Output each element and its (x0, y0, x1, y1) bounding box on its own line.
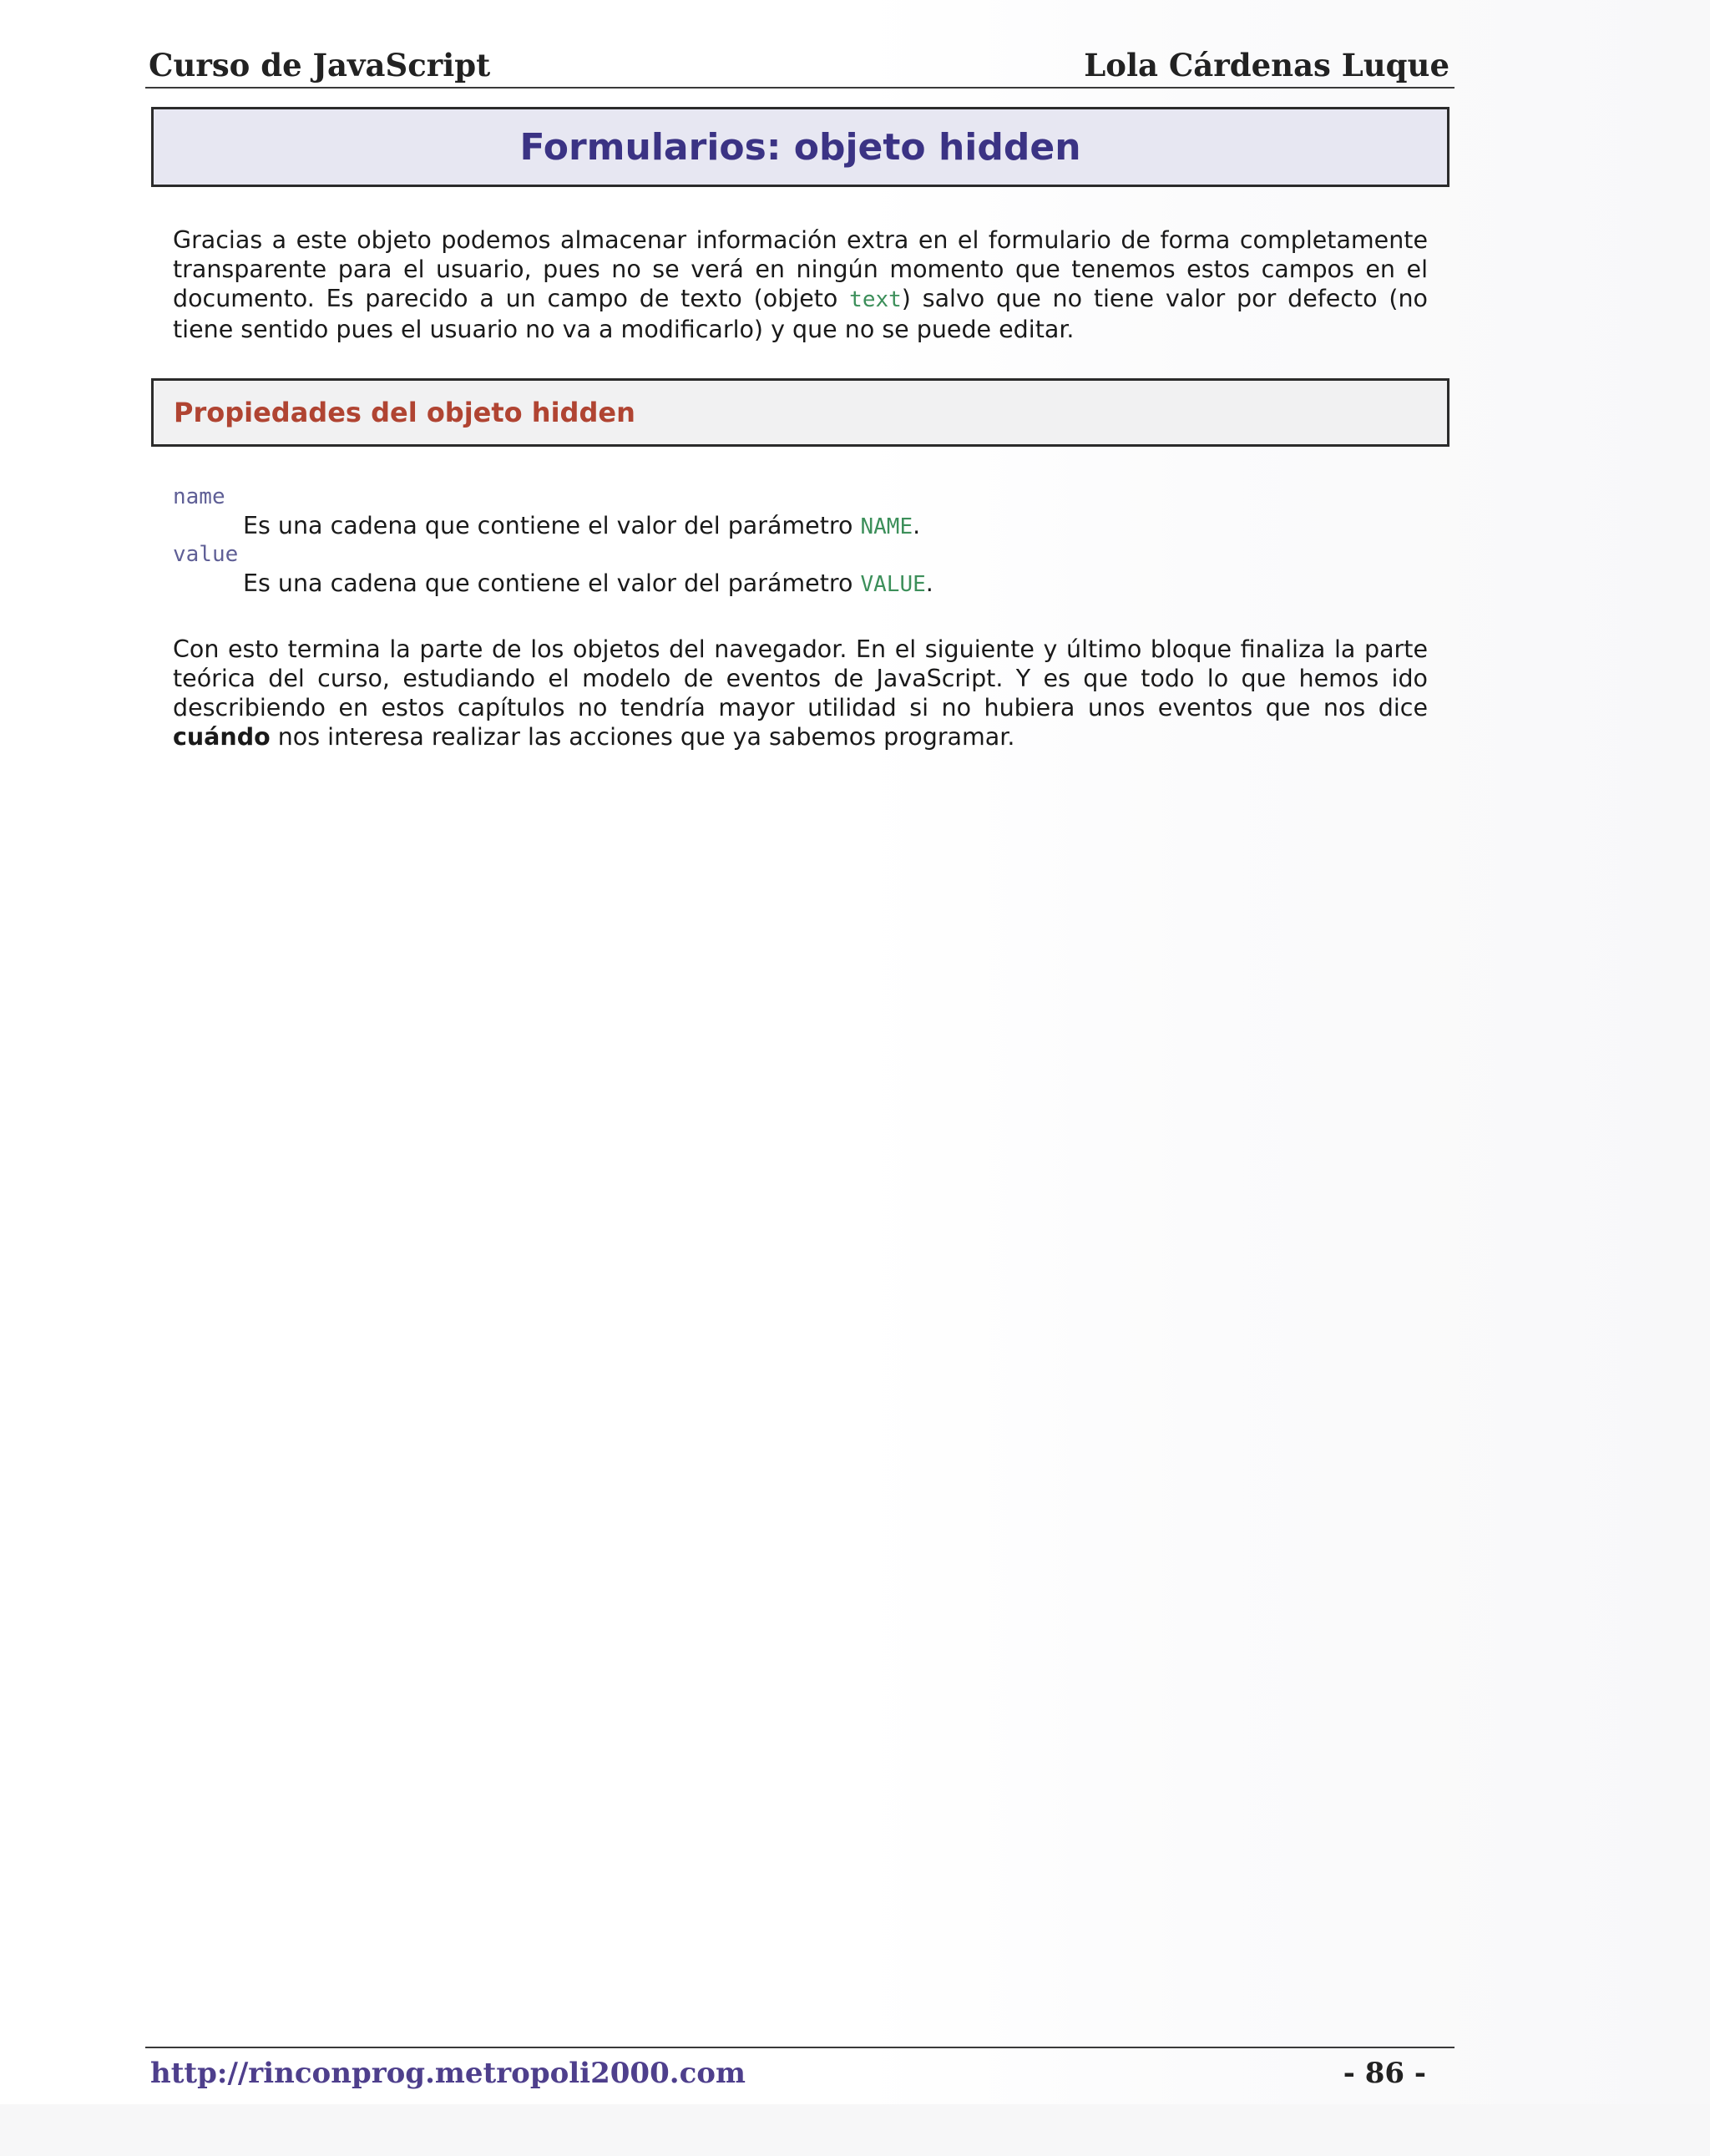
property-param-code: VALUE (860, 572, 926, 597)
property-description-text: Es una cadena que contiene el valor del parámetro (243, 512, 861, 539)
property-term-value: value (173, 542, 239, 567)
property-param-code: NAME (860, 514, 913, 539)
intro-code-text: text (849, 287, 902, 312)
closing-text-end: nos interesa realizar las acciones que ya sabemos programar. (270, 723, 1015, 751)
closing-text: Con esto termina la parte de los objetos del navegador. En el siguiente y último bloque finaliza la parte teórica del curso, estudiando el modelo de eventos de JavaScript. Y es que todo lo que hemos ido describiendo en estos capítulos no tendría mayor utilidad si no hubiera unos eventos que nos dice (173, 635, 1428, 721)
section-heading-box (151, 378, 1449, 447)
property-description-name (173, 511, 1428, 540)
property-description-text: Es una cadena que contiene el valor del parámetro (243, 569, 861, 597)
author-name: Lola Cárdenas Luque (1084, 47, 1449, 84)
closing-paragraph (173, 635, 1428, 752)
property-list (173, 483, 1428, 598)
page-title-box (151, 107, 1449, 187)
course-title: Curso de JavaScript (149, 47, 491, 84)
property-term-name: name (173, 484, 225, 509)
page-bottom-shade (0, 2104, 1710, 2156)
closing-bold-word: cuándo (173, 723, 271, 751)
intro-text: Gracias a este objeto podemos almacenar información extra en el formulario de forma completamente transparente para el usuario, pues no se verá en ningún momento que tenemos estos campos en el documento. Es parecido a un campo de texto (objeto (173, 226, 1428, 312)
property-description-end: . (913, 512, 921, 539)
property-description-value (173, 569, 1428, 598)
section-heading: Propiedades del objeto hidden (174, 397, 635, 428)
page-title: Formularios: objeto hidden (519, 125, 1081, 169)
intro-paragraph (173, 225, 1428, 344)
property-description-end: . (925, 569, 933, 597)
page-number: - 86 - (1343, 2057, 1426, 2090)
footer-url: http://rinconprog.metropoli2000.com (150, 2057, 746, 2090)
intro-text-end: ) salvo que no tiene valor por defecto (no tiene sentido pues el usuario no va a modificarlo) y que no se puede editar. (173, 285, 1428, 343)
running-header (145, 43, 1455, 89)
running-footer (145, 2047, 1455, 2097)
